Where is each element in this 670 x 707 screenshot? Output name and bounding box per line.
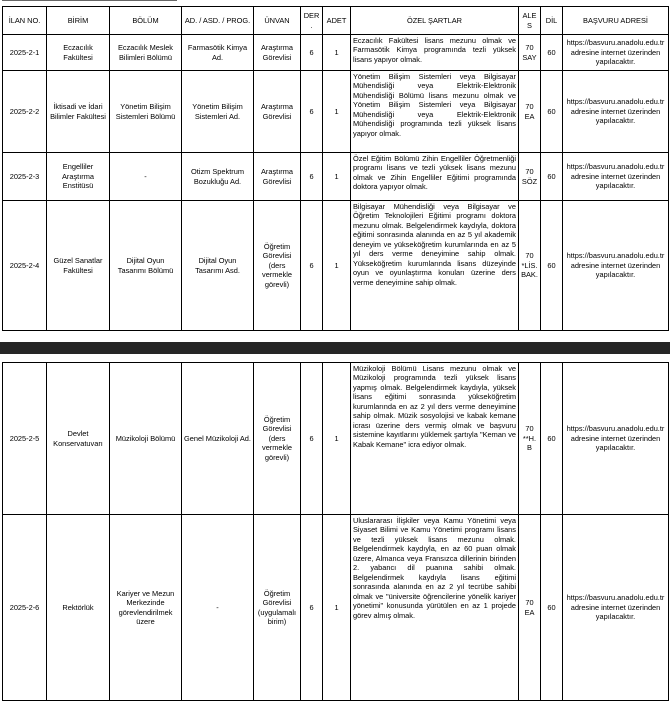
birim-cell: Eczacılık Fakültesi <box>47 35 110 71</box>
bolum-cell: Dijital Oyun Tasarımı Bölümü <box>110 201 182 331</box>
bolum-cell: Müzikoloji Bölümü <box>110 363 182 515</box>
der-cell: 6 <box>301 515 323 701</box>
dil-cell: 60 <box>541 515 563 701</box>
ozel-sartlar-cell: Yönetim Bilişim Sistemleri veya Bilgisayar Mühendisliği veya Elektrik-Elektronik Mühendisliği Bölümü lisans mezunu olmak ve Yönetim Bilişim Sistemleri veya Bilgisayar Mühendisliği veya Elektrik-Elektronik Mühendisliği programında tezli yüksek lisans yapıyor olmak. <box>351 71 519 153</box>
birim-cell: Devlet Konservatuvarı <box>47 363 110 515</box>
ales-cell: 70 EA <box>519 71 541 153</box>
header-birim: BİRİM <box>47 7 110 35</box>
table-row <box>3 201 669 331</box>
unvan-cell: Öğretim Görevlisi (ders vermekle görevli) <box>254 363 301 515</box>
der-cell: 6 <box>301 71 323 153</box>
table-row <box>3 153 669 201</box>
birim-cell: İktisadi ve İdari Bilimler Fakültesi <box>47 71 110 153</box>
adet-cell: 1 <box>323 153 351 201</box>
der-cell: 6 <box>301 363 323 515</box>
der-cell: 6 <box>301 35 323 71</box>
der-cell: 6 <box>301 153 323 201</box>
ilan-no-cell: 2025-2-1 <box>3 35 47 71</box>
ozel-sartlar-cell: Eczacılık Fakültesi lisans mezunu olmak ve Farmasötik Kimya programında tezli yüksek lisans yapıyor olmak. <box>351 35 519 71</box>
table-row <box>3 35 669 71</box>
birim-cell: Rektörlük <box>47 515 110 701</box>
dil-cell: 60 <box>541 363 563 515</box>
adet-cell: 1 <box>323 515 351 701</box>
basvuru-adresi-cell: https://basvuru.anadolu.edu.tr adresine internet üzerinden yapılacaktır. <box>563 35 669 71</box>
table-row <box>3 515 669 701</box>
ozel-sartlar-cell: Özel Eğitim Bölümü Zihin Engelliler Öğretmenliği programı lisans ve tezli yüksek lisans mezunu olmak ve Zihin Engelliler Eğitimi programında doktora yapıyor olmak. <box>351 153 519 201</box>
dil-cell: 60 <box>541 71 563 153</box>
announcement-table-part-2 <box>2 362 669 701</box>
basvuru-adresi-cell: https://basvuru.anadolu.edu.tr adresine internet üzerinden yapılacaktır. <box>563 515 669 701</box>
header-ad-asd-prog: AD. / ASD. / PROG. <box>182 7 254 35</box>
ilan-no-cell: 2025-2-2 <box>3 71 47 153</box>
ad-cell: Otizm Spektrum Bozukluğu Ad. <box>182 153 254 201</box>
ozel-sartlar-cell: Bilgisayar Mühendisliği veya Bilgisayar ve Öğretim Teknolojileri Eğitimi programı doktora mezunu olmak. Belgelendirmek kaydıyla, doktora eğitimi sonrasında alanında en az 5 yıl akademik deneyim ve yükseköğretim kurumlarında en az 5 yıl ders verme deneyimine sahip olmak. Yükseköğretim kurumlarında lisans düzeyinde oyun ve oyunlaştırma konuları üzerine ders verme deneyimine sahip olmak. <box>351 201 519 331</box>
ozel-sartlar-cell: Uluslararası İlişkiler veya Kamu Yönetimi veya Siyaset Bilimi ve Kamu Yönetimi programı lisans ve tezli yüksek lisans mezunu olmak. Belgelendirmek kaydıyla, en az 60 puan olmak üzere, Almanca veya Fransızca dillerinin birinden 2. yabancı dil puanına sahibi olmak. Belgelendirmek kaydıyla lisans eğitimi sonrasında alanında en az 2 yıl tecrübe sahibi olmak ve "üniversite öğrencilerine yönelik kariyer yönetimi" konusunda yürütülen en az 1 projede görev almış olmak. <box>351 515 519 701</box>
ilan-no-cell: 2025-2-3 <box>3 153 47 201</box>
header-der: DER. <box>301 7 323 35</box>
der-cell: 6 <box>301 201 323 331</box>
ad-cell: Dijital Oyun Tasarımı Asd. <box>182 201 254 331</box>
header-ales: ALES <box>519 7 541 35</box>
unvan-cell: Öğretim Görevlisi (uygulamalı birim) <box>254 515 301 701</box>
ad-cell: - <box>182 515 254 701</box>
unvan-cell: Araştırma Görevlisi <box>254 71 301 153</box>
table-row <box>3 363 669 515</box>
dil-cell: 60 <box>541 153 563 201</box>
unvan-cell: Araştırma Görevlisi <box>254 35 301 71</box>
adet-cell: 1 <box>323 71 351 153</box>
header-bolum: BÖLÜM <box>110 7 182 35</box>
ad-cell: Genel Müzikoloji Ad. <box>182 363 254 515</box>
table-header-row <box>3 7 669 35</box>
birim-cell: Güzel Sanatlar Fakültesi <box>47 201 110 331</box>
dil-cell: 60 <box>541 35 563 71</box>
ales-cell: 70 *LİS. BAK. <box>519 201 541 331</box>
ad-cell: Yönetim Bilişim Sistemleri Ad. <box>182 71 254 153</box>
page-break-band <box>0 342 670 354</box>
header-dil: DİL <box>541 7 563 35</box>
ales-cell: 70 EA <box>519 515 541 701</box>
basvuru-adresi-cell: https://basvuru.anadolu.edu.tr adresine internet üzerinden yapılacaktır. <box>563 201 669 331</box>
dil-cell: 60 <box>541 201 563 331</box>
adet-cell: 1 <box>323 201 351 331</box>
bolum-cell: Yönetim Bilişim Sistemleri Bölümü <box>110 71 182 153</box>
header-unvan: ÜNVAN <box>254 7 301 35</box>
ilan-no-cell: 2025-2-5 <box>3 363 47 515</box>
birim-cell: Engelliler Araştırma Enstitüsü <box>47 153 110 201</box>
header-basvuru-adresi: BAŞVURU ADRESİ <box>563 7 669 35</box>
basvuru-adresi-cell: https://basvuru.anadolu.edu.tr adresine internet üzerinden yapılacaktır. <box>563 363 669 515</box>
bolum-cell: Kariyer ve Mezun Merkezinde görevlendirilmek üzere <box>110 515 182 701</box>
basvuru-adresi-cell: https://basvuru.anadolu.edu.tr adresine internet üzerinden yapılacaktır. <box>563 71 669 153</box>
announcement-table-part-1 <box>2 6 669 331</box>
ad-cell: Farmasötik Kimya Ad. <box>182 35 254 71</box>
ozel-sartlar-cell: Müzikoloji Bölümü Lisans mezunu olmak ve Müzikoloji programında tezli yüksek lisans yapmış olmak. Belgelendirmek kaydıyla, yüksek lisans eğitimi sonrasında yükseköğretim kurumlarında en az 2 yıl ders verme deneyimine sahip olmak. Müzik sosyolojisi ve kabak kemane icrası üzerine ders vermiş olmak ve başvuru sistemine kayıtlarını yüklemek şartıyla "Keman ve Kabak Kemane" icra ediyor olmak. <box>351 363 519 515</box>
adet-cell: 1 <box>323 363 351 515</box>
bolum-cell: Eczacılık Meslek Bilimleri Bölümü <box>110 35 182 71</box>
ales-cell: 70 SAY <box>519 35 541 71</box>
header-ilan-no: İLAN NO. <box>3 7 47 35</box>
header-ozel-sartlar: ÖZEL ŞARTLAR <box>351 7 519 35</box>
header-adet: ADET <box>323 7 351 35</box>
unvan-cell: Araştırma Görevlisi <box>254 153 301 201</box>
bolum-cell: - <box>110 153 182 201</box>
table-row <box>3 71 669 153</box>
adet-cell: 1 <box>323 35 351 71</box>
ilan-no-cell: 2025-2-4 <box>3 201 47 331</box>
unvan-cell: Öğretim Görevlisi (ders vermekle görevli) <box>254 201 301 331</box>
basvuru-adresi-cell: https://basvuru.anadolu.edu.tr adresine internet üzerinden yapılacaktır. <box>563 153 669 201</box>
ales-cell: 70 **H.B <box>519 363 541 515</box>
ilan-no-cell: 2025-2-6 <box>3 515 47 701</box>
ales-cell: 70 SÖZ <box>519 153 541 201</box>
